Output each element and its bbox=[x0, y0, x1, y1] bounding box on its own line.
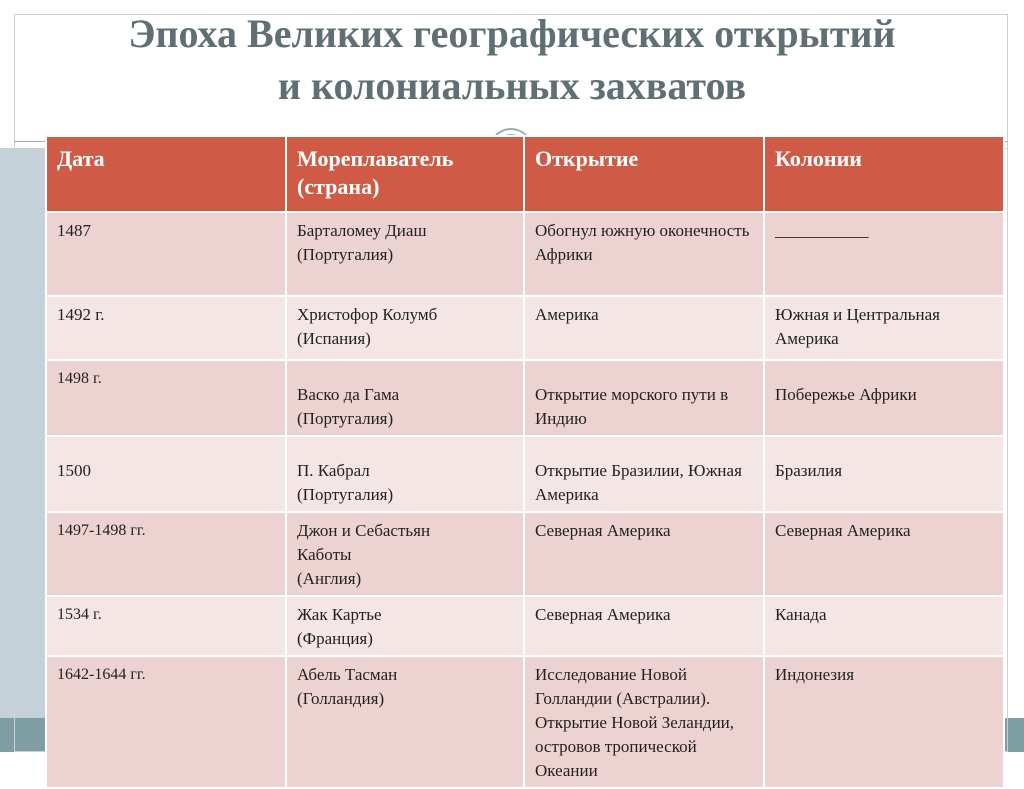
table-row bbox=[46, 360, 1004, 436]
cell-date: 1487 bbox=[46, 212, 286, 296]
navigator-name: Абель Тасман bbox=[297, 665, 398, 684]
header-navigator: Мореплаватель (страна) bbox=[286, 136, 524, 212]
cell-colonies: Южная и Центральная Америка bbox=[764, 296, 1004, 360]
discoveries-table bbox=[45, 135, 1005, 789]
cell-date: 1642-1644 гг. bbox=[46, 656, 286, 788]
cell-navigator bbox=[286, 296, 524, 360]
cell-navigator bbox=[286, 436, 524, 512]
navigator-name: Джон и Себастьян bbox=[297, 521, 431, 540]
navigator-country: (Франция) bbox=[297, 629, 373, 648]
table-header-row bbox=[46, 136, 1004, 212]
cell-discovery: Северная Америка bbox=[524, 596, 764, 656]
navigator-name-cont: Каботы bbox=[297, 545, 352, 564]
cell-colonies: Побережье Африки bbox=[764, 360, 1004, 436]
cell-date: 1534 г. bbox=[46, 596, 286, 656]
table-row bbox=[46, 436, 1004, 512]
navigator-country: (Англия) bbox=[297, 569, 362, 588]
cell-colonies: Северная Америка bbox=[764, 512, 1004, 596]
slide-title-line-2: и колониальных захватов bbox=[277, 63, 747, 108]
navigator-name: Жак Картье bbox=[297, 605, 382, 624]
cell-navigator bbox=[286, 212, 524, 296]
cell-navigator bbox=[286, 360, 524, 436]
slide-title-line-1: Эпоха Великих географических открытий bbox=[128, 11, 896, 56]
cell-date: 1498 г. bbox=[46, 360, 286, 436]
navigator-name: П. Кабрал bbox=[297, 461, 370, 480]
cell-date: 1500 bbox=[46, 436, 286, 512]
navigator-name: Барталомеу Диаш bbox=[297, 221, 427, 240]
table-row bbox=[46, 596, 1004, 656]
cell-colonies: Индонезия bbox=[764, 656, 1004, 788]
table-row bbox=[46, 512, 1004, 596]
table-row bbox=[46, 212, 1004, 296]
cell-colonies: Бразилия bbox=[764, 436, 1004, 512]
navigator-country: (Португалия) bbox=[297, 409, 394, 428]
header-date: Дата bbox=[46, 136, 286, 212]
cell-discovery: Открытие Бразилии, Южная Америка bbox=[524, 436, 764, 512]
cell-date: 1497-1498 гг. bbox=[46, 512, 286, 596]
header-discovery: Открытие bbox=[524, 136, 764, 212]
navigator-name: Христофор Колумб bbox=[297, 305, 438, 324]
navigator-country: (Голландия) bbox=[297, 689, 385, 708]
cell-discovery: Открытие морского пути в Индию bbox=[524, 360, 764, 436]
table-row bbox=[46, 656, 1004, 788]
table-row bbox=[46, 296, 1004, 360]
cell-date: 1492 г. bbox=[46, 296, 286, 360]
cell-navigator bbox=[286, 596, 524, 656]
cell-discovery: Северная Америка bbox=[524, 512, 764, 596]
cell-navigator bbox=[286, 512, 524, 596]
cell-discovery: Америка bbox=[524, 296, 764, 360]
navigator-name: Васко да Гама bbox=[297, 385, 400, 404]
navigator-country: (Португалия) bbox=[297, 245, 394, 264]
cell-discovery: Исследование Новой Голландии (Австралии). Открытие Новой Зеландии, островов тропической Океании bbox=[524, 656, 764, 788]
cell-colonies: Канада bbox=[764, 596, 1004, 656]
slide-title bbox=[30, 8, 994, 112]
navigator-country: (Испания) bbox=[297, 329, 371, 348]
cell-discovery: Обогнул южную оконечность Африки bbox=[524, 212, 764, 296]
header-colonies: Колонии bbox=[764, 136, 1004, 212]
navigator-country: (Португалия) bbox=[297, 485, 394, 504]
cell-navigator bbox=[286, 656, 524, 788]
cell-colonies: ___________ bbox=[764, 212, 1004, 296]
